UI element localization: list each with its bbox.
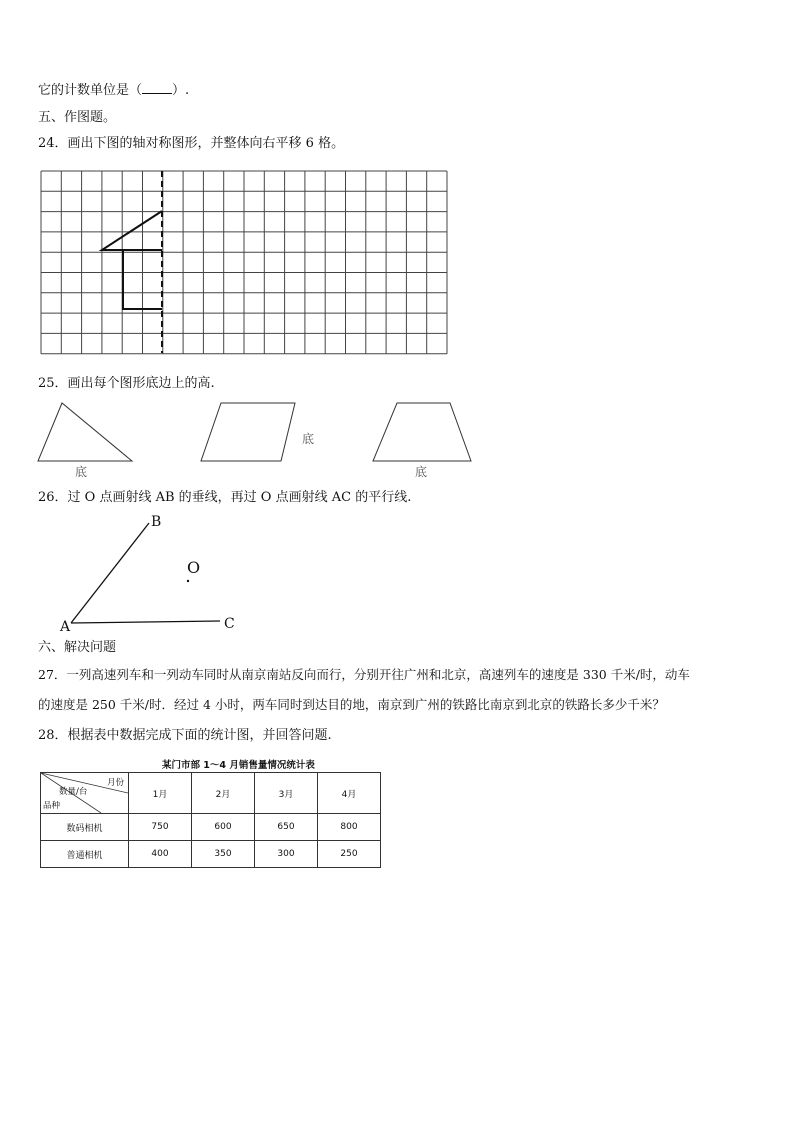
question-25: 25．画出每个图形底边上的高. xyxy=(38,376,215,391)
month-header-2: 2月 xyxy=(192,773,255,814)
table-cell: 350 xyxy=(192,841,255,868)
triangle-base-label: 底 xyxy=(75,465,88,479)
point-o-dot xyxy=(187,580,189,582)
label-a: A xyxy=(60,619,71,635)
answer-blank[interactable] xyxy=(142,93,172,94)
table-cell: 400 xyxy=(129,841,192,868)
row-name: 数码相机 xyxy=(41,814,129,841)
q24-grid-figure xyxy=(36,168,456,358)
corner-qty-label: 数量/台 xyxy=(59,787,88,797)
question-27-line-1: 27．一列高速列车和一列动车同时从南京南站反向而行，分别开往广州和北京，高速列车的速度是 330 千米/时，动车 xyxy=(38,667,690,682)
month-header-1: 1月 xyxy=(129,773,192,814)
label-b: B xyxy=(151,514,162,530)
table-cell: 300 xyxy=(255,841,318,868)
ray-ab xyxy=(71,523,149,623)
table-cell: 800 xyxy=(318,814,381,841)
q23-prefix: 它的计数单位是（ xyxy=(38,83,143,98)
question-27-line-2: 的速度是 250 千米/时．经过 4 小时，两车同时到达目的地，南京到广州的铁路比南京到北京的铁路长多少千米？ xyxy=(38,697,665,712)
q23-tail xyxy=(38,83,189,99)
triangle xyxy=(38,403,132,461)
table-cell: 250 xyxy=(318,841,381,868)
table-corner-cell xyxy=(41,773,129,814)
section-6-heading: 六、解决问题 xyxy=(38,640,117,655)
row-name: 普通相机 xyxy=(41,841,129,868)
table-title: 某门市部 1～4 月销售量情况统计表 xyxy=(162,760,315,771)
table-header-row xyxy=(41,773,381,814)
question-24: 24．画出下图的轴对称图形，并整体向右平移 6 格。 xyxy=(38,136,345,151)
trapezoid xyxy=(373,403,471,461)
corner-kind-label: 品种 xyxy=(43,801,61,811)
section-5-heading: 五、作图题。 xyxy=(38,110,117,125)
table-row xyxy=(41,814,381,841)
grid-lines xyxy=(41,171,447,354)
table-row xyxy=(41,841,381,868)
question-26: 26．过 O 点画射线 AB 的垂线，再过 O 点画射线 AC 的平行线. xyxy=(38,490,412,505)
corner-month-label: 月份 xyxy=(106,778,124,788)
q26-rays xyxy=(60,515,280,635)
table-cell: 750 xyxy=(129,814,192,841)
sales-table xyxy=(40,772,381,868)
table-cell: 600 xyxy=(192,814,255,841)
month-header-4: 4月 xyxy=(318,773,381,814)
q23-suffix: ）. xyxy=(172,83,190,98)
ray-ac xyxy=(71,621,220,623)
given-shape xyxy=(102,211,162,250)
label-o: O xyxy=(187,558,201,577)
month-header-3: 3月 xyxy=(255,773,318,814)
table-cell: 650 xyxy=(255,814,318,841)
parallelogram xyxy=(201,403,295,461)
label-c: C xyxy=(224,616,235,632)
parallelogram-base-label: 底 xyxy=(302,432,315,446)
trapezoid-base-label: 底 xyxy=(415,465,428,479)
question-28: 28．根据表中数据完成下面的统计图，并回答问题. xyxy=(38,728,332,743)
